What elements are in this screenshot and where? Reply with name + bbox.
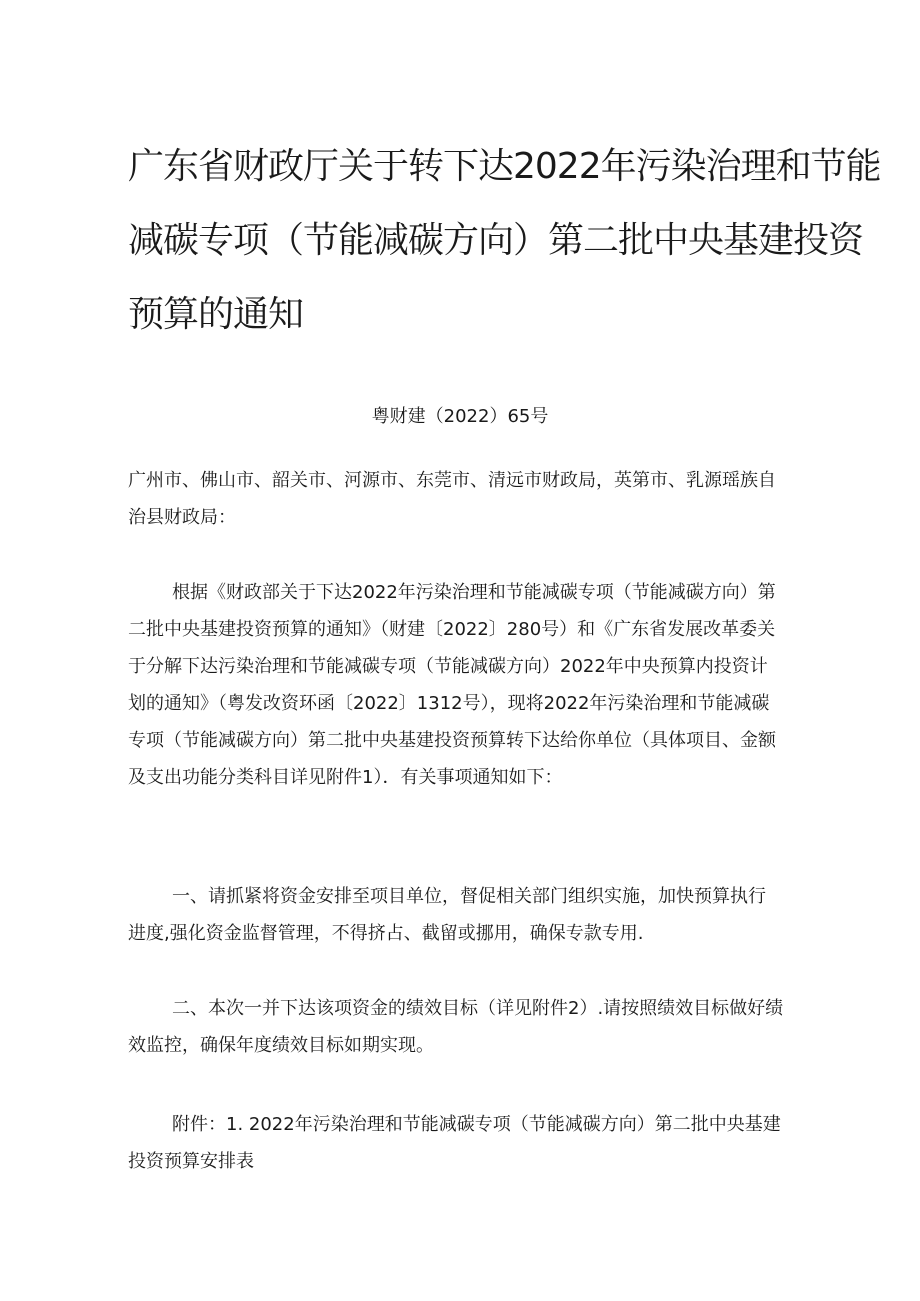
recipients-line: 治县财政局： xyxy=(128,507,236,528)
paragraph-line: 二、本次一并下达该项资金的绩效目标（详见附件2）.请按照绩效目标做好绩 xyxy=(172,998,784,1019)
paragraph-item-one xyxy=(128,878,808,952)
paragraph-line: 于分解下达污染治理和节能减碳专项（节能减碳方向）2022年中央预算内投资计 xyxy=(128,656,768,677)
paragraph-line: 二批中央基建投资预算的通知》（财建〔2022〕280号）和《广东省发展改革委关 xyxy=(128,619,776,640)
title-line: 广东省财政厅关于转下达2022年污染治理和节能 xyxy=(128,146,881,187)
paragraph-line: 进度,强化资金监督管理，不得挤占、截留或挪用，确保专款专用. xyxy=(128,923,644,944)
paragraph-line: 划的通知》（粤发改资环函〔2022〕1312号），现将2022年污染治理和节能减碳 xyxy=(128,693,770,714)
attachment-list xyxy=(128,1106,808,1180)
recipients-line: 广州市、佛山市、韶关市、河源市、东莞市、清远市财政局，英第市、乳源瑶族自 xyxy=(128,470,776,491)
paragraph-line: 及支出功能分类科目详见附件1）．有关事项通知如下： xyxy=(128,767,563,788)
paragraph-line: 效监控，确保年度绩效目标如期实现。 xyxy=(128,1035,434,1056)
paragraph-line: 一、请抓紧将资金安排至项目单位，督促相关部门组织实施，加快预算执行 xyxy=(172,886,766,907)
title-line: 减碳专项（节能减碳方向）第二批中央基建投资 xyxy=(128,220,864,261)
paragraph-line: 专项（节能减碳方向）第二批中央基建投资预算转下达给你单位（具体项目、金额 xyxy=(128,730,776,751)
recipients xyxy=(128,462,808,536)
attachment-line: 投资预算安排表 xyxy=(128,1151,254,1172)
title-line: 预算的通知 xyxy=(128,294,304,335)
document-title xyxy=(128,130,881,352)
paragraph-basis xyxy=(128,574,808,796)
attachment-line: 附件：1. 2022年污染治理和节能减碳专项（节能减碳方向）第二批中央基建 xyxy=(172,1114,781,1135)
paragraph-line: 根据《财政部关于下达2022年污染治理和节能减碳专项（节能减碳方向）第 xyxy=(172,582,776,603)
paragraph-item-two xyxy=(128,990,808,1064)
document-number: 粤财建（2022）65号 xyxy=(371,406,549,427)
